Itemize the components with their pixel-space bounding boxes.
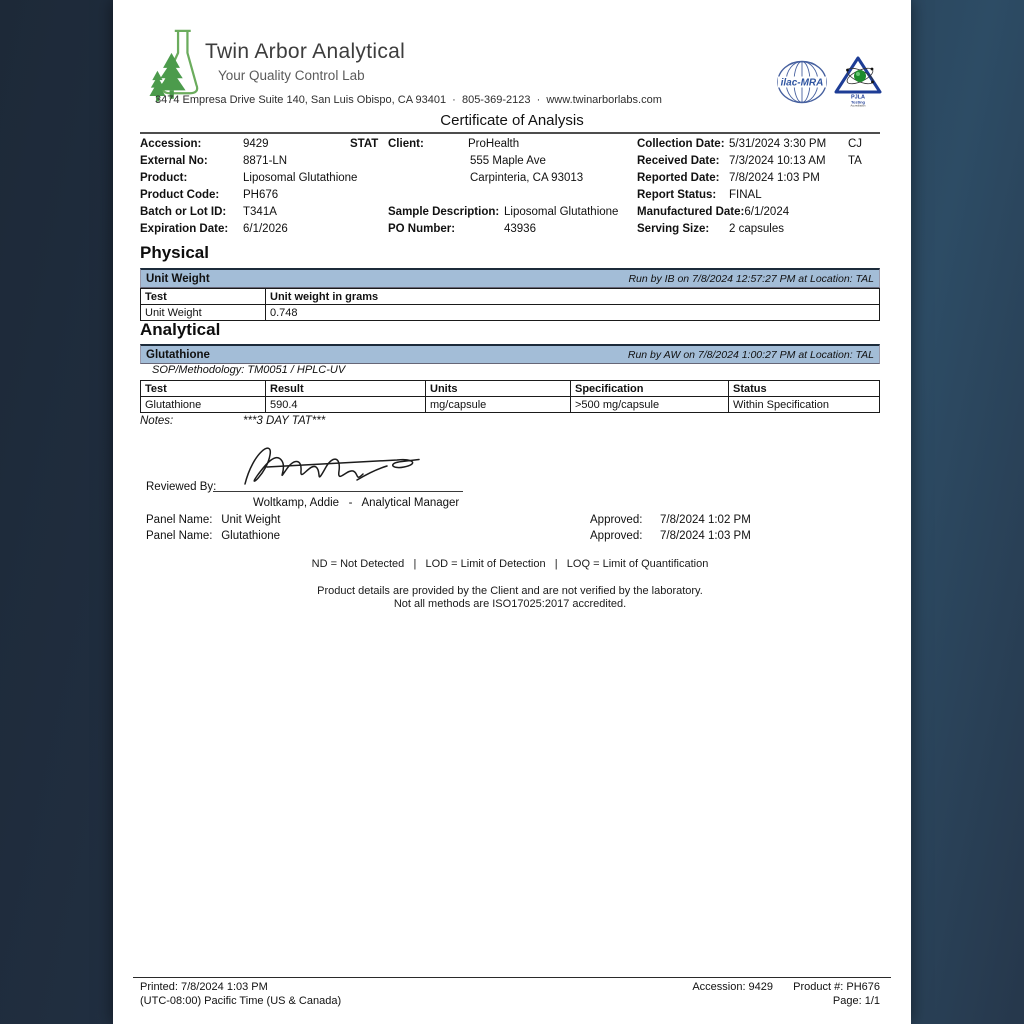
column-header: Status xyxy=(729,381,880,397)
svg-text:ilac-MRA: ilac-MRA xyxy=(780,77,824,89)
result-cell: 590.4 xyxy=(266,397,426,413)
client-address-line1: 555 Maple Ave xyxy=(470,155,546,167)
test-name-cell: Glutathione xyxy=(141,397,266,413)
stat-flag: STAT xyxy=(350,138,379,150)
abbreviation-legend: ND = Not Detected | LOD = Limit of Detection | LOQ = Limit of Quantification xyxy=(311,558,709,570)
expiration-date-label: Expiration Date: xyxy=(140,223,229,235)
test-name-cell: Unit Weight xyxy=(141,305,266,321)
client-address-line2: Carpinteria, CA 93013 xyxy=(470,172,584,184)
title-divider xyxy=(140,132,880,134)
notes-label: Notes: xyxy=(140,415,174,427)
collection-initials: CJ xyxy=(848,138,863,150)
po-number-label: PO Number: xyxy=(388,223,456,235)
info-row xyxy=(140,138,880,155)
column-header: Test xyxy=(141,289,266,305)
status-cell: Within Specification xyxy=(729,397,880,413)
svg-text:Testing: Testing xyxy=(851,99,865,105)
column-header: Unit weight in grams xyxy=(266,289,880,305)
accession-label: Accession: xyxy=(140,138,202,150)
info-row xyxy=(140,189,880,206)
report-status-value: FINAL xyxy=(729,189,762,201)
expiration-date-value: 6/1/2026 xyxy=(243,223,288,235)
footer-product: Product #: PH676 xyxy=(793,981,880,993)
footer-divider xyxy=(133,977,891,978)
sample-description-value: Liposomal Glutathione xyxy=(504,206,619,218)
manufactured-date-label: Manufactured Date: xyxy=(637,206,745,218)
product-value: Liposomal Glutathione xyxy=(243,172,358,184)
footer-timezone: (UTC-08:00) Pacific Time (US & Canada) xyxy=(140,995,342,1007)
disclaimer-line1: Product details are provided by the Client and are not verified by the laboratory. xyxy=(317,585,703,597)
document-page xyxy=(113,0,911,1024)
approved-value: 7/8/2024 1:03 PM xyxy=(660,530,751,542)
specification-cell: >500 mg/capsule xyxy=(571,397,729,413)
ilac-mra-logo-icon xyxy=(776,60,828,104)
sample-info-block xyxy=(140,138,880,242)
glutathione-panel-bar xyxy=(140,344,880,364)
signature-line xyxy=(213,476,463,492)
units-cell: mg/capsule xyxy=(426,397,571,413)
report-status-label: Report Status: xyxy=(637,189,717,201)
notes-value: ***3 DAY TAT*** xyxy=(243,415,326,427)
physical-results-table xyxy=(140,288,880,321)
manufactured-date-value: 6/1/2024 xyxy=(744,206,790,218)
company-name: Twin Arbor Analytical xyxy=(205,40,406,63)
external-no-value: 8871-LN xyxy=(243,155,288,167)
panel-approval-row xyxy=(146,513,886,527)
run-info: Run by AW on 7/8/2024 1:00:27 PM at Location: TAL xyxy=(627,348,874,361)
po-number-value: 43936 xyxy=(504,223,536,235)
product-code-value: PH676 xyxy=(243,189,279,201)
footer-printed: Printed: 7/8/2024 1:03 PM xyxy=(140,981,268,993)
panel-title: Glutathione xyxy=(146,348,210,361)
panel-name-value: Glutathione xyxy=(221,530,281,542)
external-no-label: External No: xyxy=(140,155,208,167)
info-row xyxy=(140,223,880,240)
svg-text:Accreditation: Accreditation xyxy=(850,104,866,107)
accession-value: 9429 xyxy=(243,138,269,150)
document-title: Certificate of Analysis xyxy=(440,112,584,129)
table-header-row xyxy=(141,381,880,397)
result-cell: 0.748 xyxy=(266,305,880,321)
column-header: Test xyxy=(141,381,266,397)
approved-label: Approved: xyxy=(590,514,643,526)
received-date-value: 7/3/2024 10:13 AM xyxy=(729,155,826,167)
approved-label: Approved: xyxy=(590,530,643,542)
received-initials: TA xyxy=(848,155,862,167)
serving-size-label: Serving Size: xyxy=(637,223,710,235)
panel-title: Unit Weight xyxy=(146,272,210,285)
info-row xyxy=(140,206,880,223)
client-label: Client: xyxy=(388,138,424,150)
physical-section-heading: Physical xyxy=(140,243,209,262)
table-header-row xyxy=(141,289,880,305)
panel-approval-row xyxy=(146,529,886,543)
reported-date-value: 7/8/2024 1:03 PM xyxy=(729,172,820,184)
analytical-results-table xyxy=(140,380,880,413)
column-header: Specification xyxy=(571,381,729,397)
approved-value: 7/8/2024 1:02 PM xyxy=(660,514,751,526)
sop-methodology: SOP/Methodology: TM0051 / HPLC-UV xyxy=(152,364,346,376)
table-row xyxy=(141,305,880,321)
received-date-label: Received Date: xyxy=(637,155,720,167)
column-header: Result xyxy=(266,381,426,397)
batch-value: T341A xyxy=(243,206,277,218)
serving-size-value: 2 capsules xyxy=(729,223,784,235)
info-row xyxy=(140,155,880,172)
run-info: Run by IB on 7/8/2024 12:57:27 PM at Location: TAL xyxy=(628,272,874,285)
product-label: Product: xyxy=(140,172,188,184)
company-tagline: Your Quality Control Lab xyxy=(218,68,365,83)
disclaimer-line2: Not all methods are ISO17025:2017 accredited. xyxy=(393,598,627,610)
analytical-section-heading: Analytical xyxy=(140,320,221,339)
client-name: ProHealth xyxy=(468,138,520,150)
info-row xyxy=(140,172,880,189)
panel-name-label: Panel Name: xyxy=(146,514,213,526)
footer-page: Page: 1/1 xyxy=(832,995,880,1007)
footer-accession: Accession: 9429 xyxy=(692,981,774,993)
svg-text:PJLA: PJLA xyxy=(850,94,866,101)
footer-ids xyxy=(692,981,880,994)
collection-date-label: Collection Date: xyxy=(637,138,725,150)
panel-name-label: Panel Name: xyxy=(146,530,213,542)
collection-date-value: 5/31/2024 3:30 PM xyxy=(729,138,827,150)
company-address: 3474 Empresa Drive Suite 140, San Luis Obispo, CA 93401 · 805-369-2123 · www.twinarborlabs.com xyxy=(155,94,662,106)
batch-label: Batch or Lot ID: xyxy=(140,206,227,218)
product-code-label: Product Code: xyxy=(140,189,220,201)
pjla-logo-icon xyxy=(833,55,883,107)
column-header: Units xyxy=(426,381,571,397)
reviewer-name-title: Woltkamp, Addie - Analytical Manager xyxy=(253,497,460,509)
unit-weight-panel-bar xyxy=(140,268,880,288)
reported-date-label: Reported Date: xyxy=(637,172,720,184)
table-row xyxy=(141,397,880,413)
panel-name-value: Unit Weight xyxy=(221,514,281,526)
sample-description-label: Sample Description: xyxy=(388,206,500,218)
reviewed-by-label: Reviewed By: xyxy=(146,481,217,493)
